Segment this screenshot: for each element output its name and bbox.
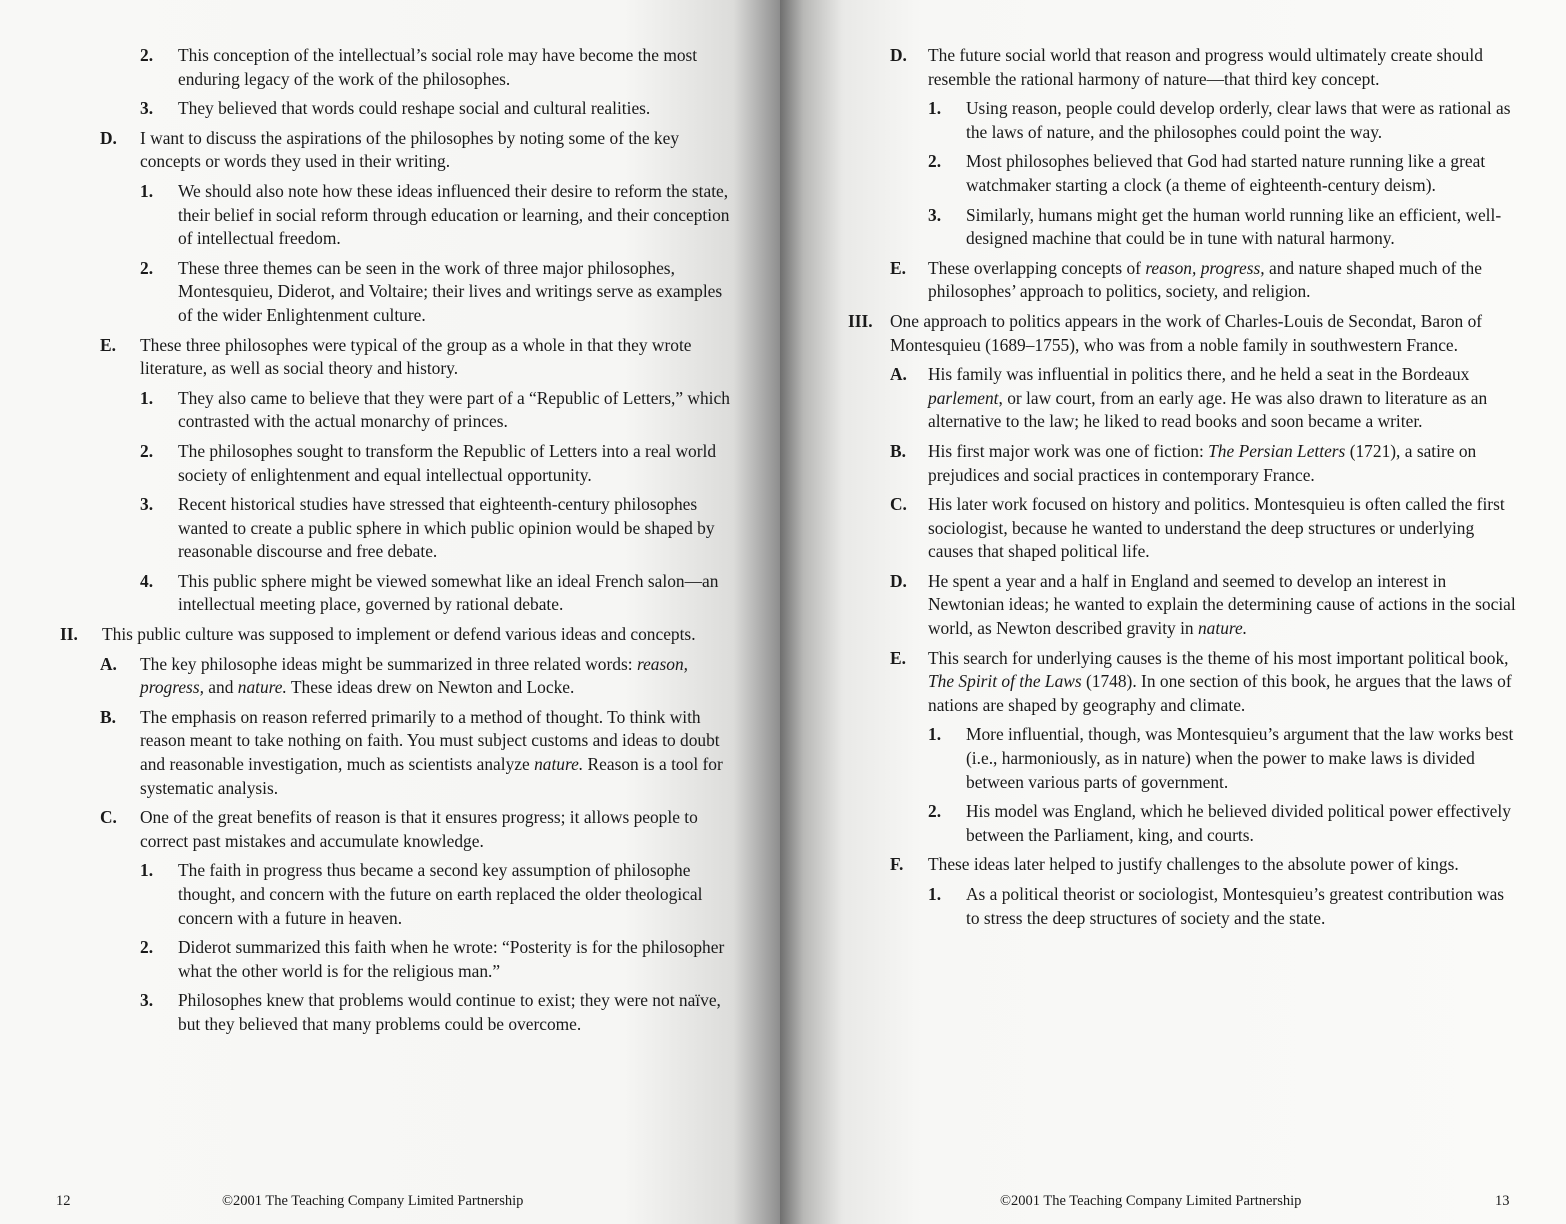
copyright-right: ©2001 The Teaching Company Limited Partnership — [1000, 1193, 1302, 1209]
outline-marker: 3. — [140, 990, 154, 1011]
outline-item — [60, 180, 730, 251]
copyright-left: ©2001 The Teaching Company Limited Partnership — [222, 1193, 524, 1209]
outline-item — [60, 936, 730, 983]
outline-text: The faith in progress thus became a second key assumption of philosophe thought, and concern with the future on earth replaced the older theological concern with a future in heaven. — [178, 860, 703, 928]
outline-marker: 1. — [140, 180, 154, 201]
outline-item — [848, 97, 1518, 144]
outline-marker: F. — [890, 854, 904, 875]
outline-text: The emphasis on reason referred primarily to a method of thought. To think with reason meant to take nothing on faith. You must subject customs and ideas to doubt and reasonable investigation, much as scientists analyze nature. Reason is a tool for systematic analysis. — [140, 706, 723, 798]
outline-item — [60, 806, 730, 853]
outline-item — [848, 493, 1518, 564]
outline-item — [60, 493, 730, 564]
outline-item — [848, 883, 1518, 930]
outline-marker: 2. — [928, 801, 942, 822]
outline-text: His family was influential in politics there, and he held a seat in the Bordeaux parlement, or law court, from an early age. He was also drawn to literature as an alternative to the law; he liked to read books and soon became a writer. — [928, 364, 1488, 432]
outline-marker: 1. — [140, 387, 154, 408]
page-number-right: 13 — [1495, 1193, 1510, 1209]
page-number-left: 12 — [56, 1193, 71, 1209]
outline-text: The philosophes sought to transform the Republic of Letters into a real world society of enlightenment and equal intellectual opportunity. — [178, 440, 717, 485]
outline-item — [60, 570, 730, 617]
outline-text: Using reason, people could develop orderly, clear laws that were as rational as the laws of nature, and the philosophes could point the way. — [966, 98, 1511, 142]
outline-item — [60, 127, 730, 174]
outline-item — [60, 440, 730, 487]
outline-marker: D. — [890, 45, 907, 65]
outline-item — [60, 623, 730, 647]
outline-marker: A. — [100, 653, 117, 674]
outline-item — [60, 257, 730, 328]
outline-text: His first major work was one of fiction: The Persian Letters (1721), a satire on prejudices and social practices in contemporary France. — [928, 440, 1477, 485]
outline-marker: 1. — [928, 98, 942, 119]
outline-marker: C. — [100, 807, 117, 828]
outline-text: They believed that words could reshape social and cultural realities. — [178, 98, 651, 119]
outline-marker: B. — [100, 706, 116, 727]
left-outline — [60, 44, 730, 1043]
outline-marker: 2. — [140, 937, 154, 958]
outline-item — [848, 150, 1518, 197]
outline-marker: 3. — [140, 98, 154, 119]
outline-marker: 2. — [928, 151, 942, 172]
outline-item — [848, 570, 1518, 641]
outline-text: These three themes can be seen in the work of three major philosophes, Montesquieu, Diderot, and Voltaire; their lives and writings serve as examples of the wider Enlightenment culture. — [178, 257, 723, 325]
outline-item — [848, 44, 1518, 91]
outline-text: This public culture was supposed to implement or defend various ideas and concepts. — [102, 624, 696, 645]
outline-item — [848, 310, 1518, 357]
outline-marker: III. — [848, 310, 873, 331]
outline-text: Similarly, humans might get the human world running like an efficient, well-designed machine that could be in tune with natural harmony. — [966, 204, 1502, 249]
outline-marker: 4. — [140, 570, 154, 591]
outline-marker: D. — [890, 570, 907, 591]
outline-marker: C. — [890, 494, 907, 515]
outline-item — [60, 44, 730, 91]
outline-text: They also came to believe that they were part of a “Republic of Letters,” which contrasted with the actual monarchy of princes. — [178, 387, 730, 432]
outline-text: One of the great benefits of reason is that it ensures progress; it allows people to correct past mistakes and accumulate knowledge. — [140, 807, 698, 851]
outline-marker: 1. — [928, 724, 942, 745]
outline-text: More influential, though, was Montesquieu’s argument that the law works best (i.e., harmoniously, as in nature) when the power to make laws is divided between various parts of government. — [966, 724, 1514, 792]
outline-marker: D. — [100, 127, 117, 148]
outline-text: We should also note how these ideas influenced their desire to reform the state, their belief in social reform through education or learning, and their conception of intellectual freedom. — [178, 180, 730, 249]
outline-text: I want to discuss the aspirations of the philosophes by noting some of the key concepts or words they used in their writing. — [140, 127, 680, 172]
right-page — [780, 0, 1566, 1224]
outline-item — [60, 97, 730, 121]
outline-marker: A. — [890, 364, 907, 385]
outline-text: The key philosophe ideas might be summarized in three related words: reason, progress, and nature. These ideas drew on Newton and Locke. — [140, 653, 688, 698]
outline-marker: E. — [890, 647, 906, 668]
outline-text: The future social world that reason and progress would ultimately create should resemble the rational harmony of nature—that third key concept. — [928, 45, 1483, 89]
outline-text: He spent a year and a half in England and seemed to develop an interest in Newtonian ideas; he wanted to explain the determining cause of actions in the social world, as Newton described gravity in nature. — [928, 570, 1516, 639]
outline-item — [848, 647, 1518, 718]
outline-item — [848, 204, 1518, 251]
outline-text: These ideas later helped to justify challenges to the absolute power of kings. — [928, 854, 1459, 875]
outline-text: These overlapping concepts of reason, progress, and nature shaped much of the philosophes’ approach to politics, society, and religion. — [928, 257, 1482, 302]
outline-marker: B. — [890, 440, 906, 461]
outline-item — [60, 989, 730, 1036]
outline-text: Diderot summarized this faith when he wrote: “Posterity is for the philosopher what the other world is for the religious man.” — [178, 937, 725, 981]
outline-text: Most philosophes believed that God had started nature running like a great watchmaker starting a clock (a theme of eighteenth-century deism). — [966, 151, 1486, 195]
left-page — [0, 0, 780, 1224]
outline-marker: 3. — [928, 204, 942, 225]
outline-item — [60, 706, 730, 800]
outline-text: This public sphere might be viewed somewhat like an ideal French salon—an intellectual meeting place, governed by rational debate. — [178, 570, 719, 615]
outline-item — [60, 653, 730, 700]
outline-text: Recent historical studies have stressed that eighteenth-century philosophes wanted to create a public sphere in which public opinion would be shaped by reasonable discourse and free debate. — [178, 494, 715, 562]
outline-text: Philosophes knew that problems would continue to exist; they were not naïve, but they believed that many problems could be overcome. — [178, 990, 721, 1034]
outline-marker: 2. — [140, 45, 154, 65]
outline-text: This search for underlying causes is the theme of his most important political book, The Spirit of the Laws (1748). In one section of this book, he argues that the laws of nations are shaped by geography and climate. — [928, 647, 1512, 715]
outline-item — [60, 334, 730, 381]
outline-marker: 2. — [140, 257, 154, 278]
outline-item — [848, 257, 1518, 304]
outline-item — [848, 723, 1518, 794]
outline-marker: E. — [100, 334, 116, 355]
outline-marker: 1. — [928, 884, 942, 904]
outline-item — [848, 440, 1518, 487]
outline-item — [60, 859, 730, 930]
outline-text: As a political theorist or sociologist, Montesquieu’s greatest contribution was to stress the deep structures of society and the state. — [966, 884, 1505, 928]
outline-item — [848, 800, 1518, 847]
outline-text: These three philosophes were typical of the group as a whole in that they wrote literature, as well as social theory and history. — [140, 334, 692, 379]
outline-item — [848, 363, 1518, 434]
outline-text: One approach to politics appears in the work of Charles-Louis de Secondat, Baron of Montesquieu (1689–1755), who was from a noble family in southwestern France. — [890, 310, 1483, 355]
outline-marker: 3. — [140, 494, 154, 515]
outline-text: His later work focused on history and politics. Montesquieu is often called the first sociologist, because he wanted to understand the deep structures or underlying causes that shaped political life. — [928, 494, 1505, 562]
outline-item — [60, 387, 730, 434]
outline-text: His model was England, which he believed divided political power effectively between the Parliament, king, and courts. — [966, 801, 1511, 845]
outline-marker: 2. — [140, 440, 154, 461]
outline-text: This conception of the intellectual’s social role may have become the most enduring legacy of the work of the philosophes. — [178, 45, 698, 89]
outline-marker: 1. — [140, 860, 154, 881]
outline-marker: E. — [890, 257, 906, 278]
outline-marker: II. — [60, 624, 78, 645]
right-outline — [848, 44, 1518, 936]
outline-item — [848, 853, 1518, 877]
